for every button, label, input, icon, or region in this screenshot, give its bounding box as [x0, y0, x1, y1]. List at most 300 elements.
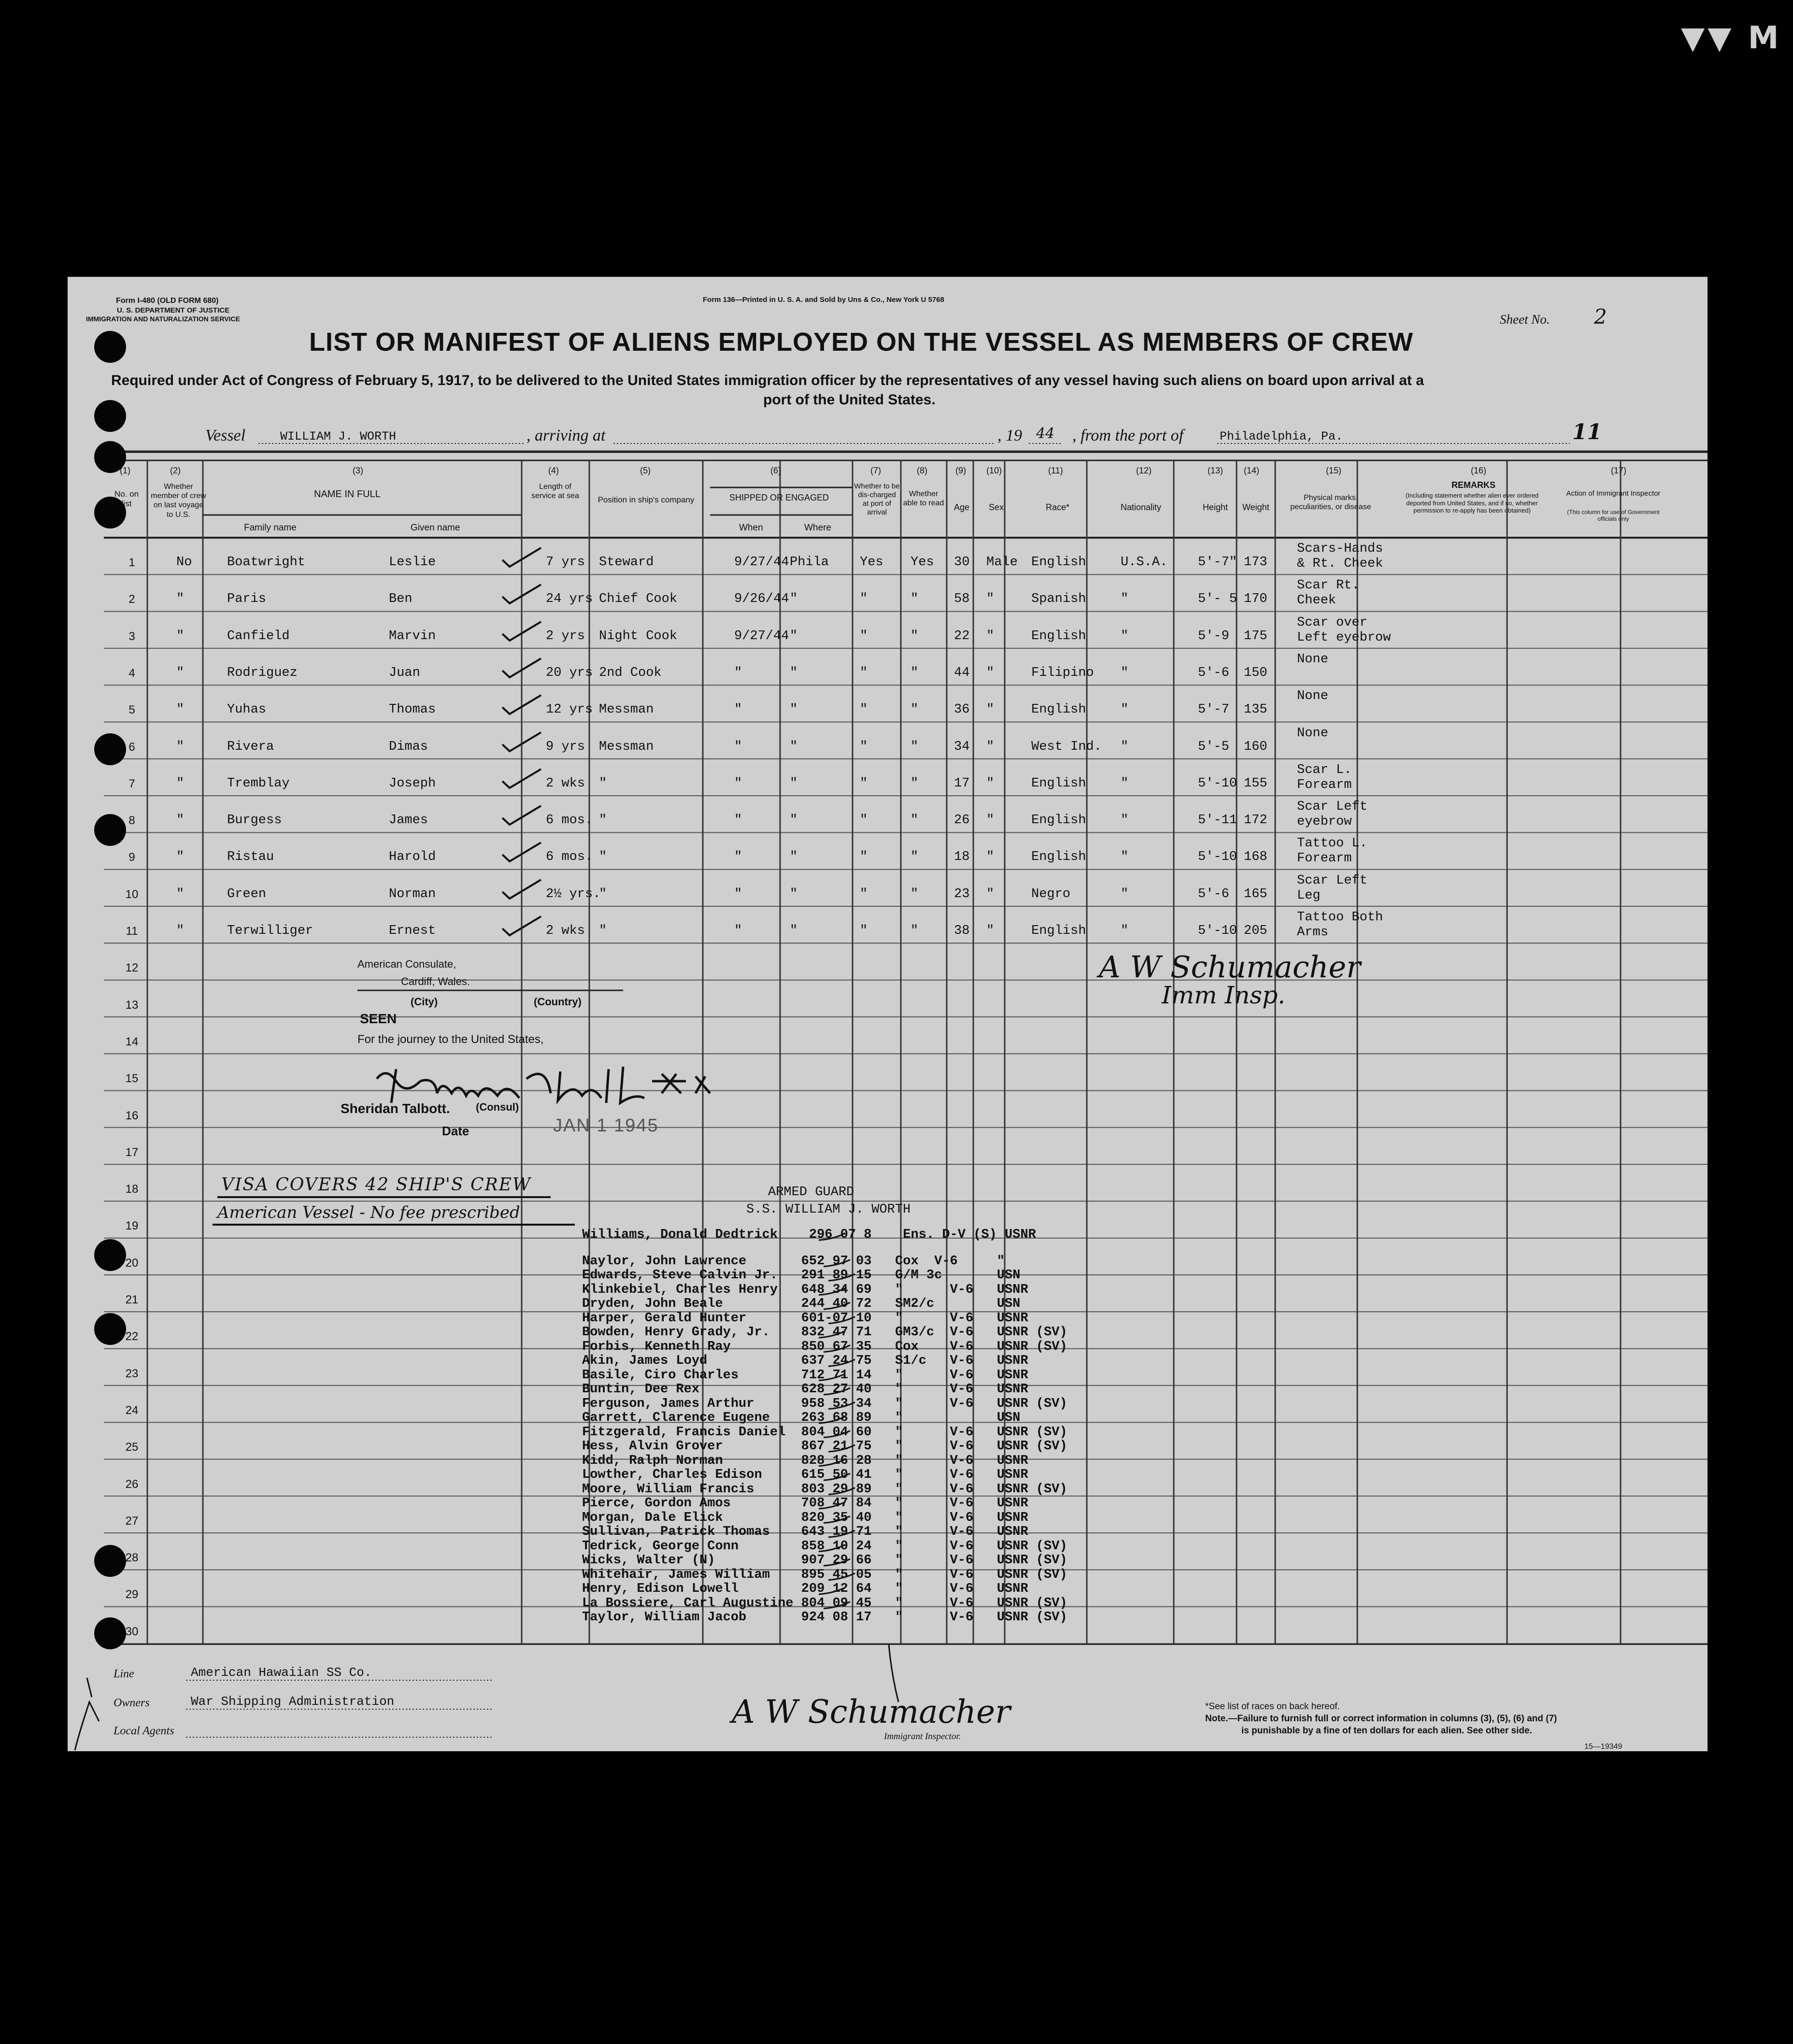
- given-name-cell: Thomas: [389, 702, 436, 717]
- line-number: 11: [126, 925, 138, 938]
- armed-guard-row: Morgan, Dale Elick 820 35 40 " V-6 USNR: [582, 1510, 1028, 1525]
- nationality-cell: ": [1121, 702, 1129, 717]
- sex-cell: Male: [986, 555, 1018, 570]
- able-to-read-cell: ": [911, 813, 919, 828]
- armed-guard-row: Forbis, Kenneth Ray 850 67 35 Cox V-6 USNR (SV): [582, 1339, 1067, 1354]
- shipped-when-cell: 9/27/44: [734, 629, 789, 643]
- able-to-read-cell: ": [911, 739, 919, 754]
- col2-label: Whether member of crew on last voyage to U.S.: [151, 483, 206, 519]
- height-cell: 5'-7: [1198, 702, 1229, 717]
- family-name-cell: Green: [227, 886, 267, 901]
- sex-cell: ": [986, 702, 995, 717]
- armed-guard-row: Tedrick, George Conn 858 10 24 " V-6 USNR (SV): [582, 1539, 1067, 1554]
- col16-num: (16): [1471, 466, 1487, 475]
- last-voyage-cell: ": [176, 886, 185, 901]
- armed-guard-row: Naylor, John Lawrence 652 97 03 Cox V-6 ": [582, 1254, 1005, 1269]
- able-to-read-cell: ": [911, 629, 919, 643]
- position-cell: ": [599, 850, 607, 865]
- sex-cell: ": [986, 665, 995, 680]
- shipped-where-cell: ": [790, 776, 798, 791]
- printer-note: Form 136—Printed in U. S. A. and Sold by Uns & Co., New York U 5768: [703, 296, 944, 304]
- age-cell: 23: [954, 886, 970, 901]
- consul-label: (Consul): [476, 1101, 519, 1113]
- family-name-cell: Tremblay: [227, 776, 290, 791]
- bottom-signature: A W Schumacher: [732, 1693, 1010, 1730]
- armed-guard-row: Kidd, Ralph Norman 828 16 28 " V-6 USNR: [582, 1453, 1028, 1468]
- nationality-cell: U.S.A.: [1121, 555, 1168, 570]
- page-title: LIST OR MANIFEST OF ALIENS EMPLOYED ON THE VESSEL AS MEMBERS OF CREW: [309, 328, 1414, 357]
- age-cell: 44: [954, 665, 970, 680]
- sex-cell: ": [986, 776, 995, 791]
- shipped-when-cell: ": [734, 665, 742, 680]
- position-cell: ": [599, 886, 607, 901]
- col12-num: (12): [1136, 466, 1152, 475]
- service-cell: 7 yrs: [546, 555, 585, 570]
- family-name-cell: Burgess: [227, 813, 282, 828]
- armed-guard-row: Whitehair, James William 895 45 05 " V-6 USNR (SV): [582, 1567, 1067, 1582]
- service-cell: 24 yrs: [546, 592, 593, 607]
- able-to-read-cell: ": [911, 776, 919, 791]
- height-cell: 5'-5: [1198, 739, 1229, 754]
- race-cell: English: [1031, 702, 1086, 717]
- nationality-cell: ": [1121, 629, 1129, 643]
- line-number: 23: [125, 1367, 139, 1380]
- form-id-line1: Form I-480 (OLD FORM 680): [116, 297, 219, 305]
- discharged-cell: ": [860, 702, 868, 717]
- able-to-read-cell: ": [911, 924, 919, 938]
- col4-label: Length of service at sea: [531, 483, 579, 500]
- race-cell: West Ind.: [1031, 739, 1102, 754]
- height-cell: 5'-10: [1198, 924, 1238, 938]
- physical-marks-cell: Scar L. Forearm: [1297, 762, 1352, 792]
- race-cell: English: [1031, 850, 1086, 865]
- given-name-cell: Ernest: [389, 924, 436, 938]
- race-cell: Spanish: [1031, 592, 1086, 607]
- age-cell: 58: [954, 592, 970, 607]
- weight-cell: 205: [1244, 924, 1267, 938]
- physical-marks-cell: Scar Left Leg: [1297, 873, 1367, 903]
- given-name-cell: Joseph: [389, 776, 436, 791]
- col12-head: Nationality: [1121, 502, 1162, 512]
- col3-num: (3): [353, 466, 363, 475]
- physical-marks-cell: None: [1297, 726, 1328, 741]
- nationality-cell: ": [1121, 592, 1129, 607]
- film-corner-marks: ▼▼ M: [1681, 20, 1782, 56]
- vessel-name: WILLIAM J. WORTH: [280, 429, 397, 443]
- weight-cell: 175: [1244, 629, 1267, 643]
- service-cell: 12 yrs: [546, 702, 593, 717]
- given-name-cell: Ben: [389, 592, 413, 607]
- armed-guard-row: Pierce, Gordon Amos 708 47 84 " V-6 USNR: [582, 1496, 1028, 1511]
- height-cell: 5'-6: [1198, 886, 1229, 901]
- given-name-cell: Juan: [389, 665, 420, 680]
- race-cell: English: [1031, 555, 1086, 570]
- shipped-when-cell: ": [734, 813, 742, 828]
- age-cell: 38: [954, 924, 970, 938]
- height-cell: 5'-10: [1198, 850, 1238, 865]
- line-number: 17: [125, 1145, 139, 1159]
- line-number: 24: [125, 1403, 139, 1417]
- race-cell: English: [1031, 776, 1086, 791]
- sheet-no-value: 2: [1594, 305, 1607, 329]
- subtitle-line2: port of the United States.: [763, 392, 936, 408]
- col16-head: REMARKS: [1451, 480, 1496, 490]
- shipped-where-cell: ": [790, 665, 798, 680]
- position-cell: Steward: [599, 555, 654, 570]
- line-number: 29: [125, 1588, 139, 1601]
- line-number: 19: [125, 1219, 139, 1233]
- line-number: 9: [128, 851, 135, 864]
- armed-guard-row: La Bossiere, Carl Augustine 804 09 45 " V-6 USNR (SV): [582, 1596, 1067, 1611]
- shipped-when-cell: ": [734, 850, 742, 865]
- shipped-when-cell: 9/27/44: [734, 555, 789, 570]
- consul-stamp-city: Cardiff, Wales.: [401, 975, 470, 987]
- sex-cell: ": [986, 850, 995, 865]
- armed-guard-title1: ARMED GUARD: [768, 1185, 854, 1200]
- shipped-where-cell: ": [790, 702, 798, 717]
- armed-guard-row: Dryden, John Beale 244 40 72 SM2/c USN: [582, 1297, 1021, 1311]
- family-name-cell: Terwilliger: [227, 924, 313, 938]
- physical-marks-cell: None: [1297, 652, 1328, 667]
- col8-label: Whether able to read: [903, 490, 944, 508]
- position-cell: Night Cook: [599, 629, 678, 643]
- last-voyage-cell: ": [176, 665, 185, 680]
- arriving-label: , arriving at: [527, 427, 606, 444]
- col14-num: (14): [1244, 466, 1260, 475]
- line-number: 8: [128, 814, 135, 828]
- nationality-cell: ": [1121, 886, 1129, 901]
- col8-num: (8): [917, 466, 927, 475]
- footer-note1: *See list of races on back hereof.: [1205, 1701, 1340, 1712]
- armed-guard-row: Bowden, Henry Grady, Jr. 832 47 71 GM3/c V-6 USNR (SV): [582, 1325, 1067, 1340]
- given-name-cell: Norman: [389, 886, 436, 901]
- physical-marks-cell: None: [1297, 689, 1328, 704]
- able-to-read-cell: ": [911, 702, 919, 717]
- able-to-read-cell: ": [911, 886, 919, 901]
- vessel-label: Vessel: [205, 427, 246, 444]
- age-cell: 18: [954, 850, 970, 865]
- given-name-cell: James: [389, 813, 428, 828]
- consul-country-label: (Country): [534, 996, 582, 1008]
- line-number: 1: [128, 556, 135, 569]
- col3a-head: Family name: [244, 523, 297, 533]
- footer-line-label: Line: [114, 1668, 134, 1680]
- last-voyage-cell: No: [176, 555, 192, 570]
- armed-guard-row: Henry, Edison Lowell 209 12 64 " V-6 USNR: [582, 1582, 1028, 1596]
- last-voyage-cell: ": [176, 776, 185, 791]
- weight-cell: 135: [1244, 702, 1267, 717]
- line-number: 16: [125, 1109, 139, 1122]
- position-cell: 2nd Cook: [599, 665, 662, 680]
- col3-head: NAME IN FULL: [314, 489, 381, 500]
- physical-marks-cell: Scars-Hands & Rt. Cheek: [1297, 542, 1383, 572]
- shipped-where-cell: Phila: [790, 555, 829, 570]
- col10-num: (10): [986, 466, 1002, 475]
- footer-agents-label: Local Agents: [114, 1725, 174, 1737]
- armed-guard-title2: S.S. WILLIAM J. WORTH: [746, 1202, 911, 1217]
- footer-line-value: American Hawaiian SS Co.: [191, 1665, 372, 1680]
- from-port-value: Philadelphia, Pa.: [1220, 429, 1343, 443]
- inspector-title: Imm Insp.: [1162, 981, 1285, 1009]
- age-cell: 17: [954, 776, 970, 791]
- line-number: 25: [125, 1441, 139, 1454]
- height-cell: 5'- 5: [1198, 592, 1238, 607]
- armed-guard-row: Basile, Ciro Charles 712 71 14 " V-6 USNR: [582, 1368, 1028, 1383]
- able-to-read-cell: ": [911, 592, 919, 607]
- armed-guard-row: Williams, Donald Dedtrick 296 07 8 Ens. D-V (S) USNR: [582, 1228, 1036, 1242]
- shipped-when-cell: ": [734, 924, 742, 938]
- col6-num: (6): [770, 466, 781, 475]
- age-cell: 34: [954, 739, 970, 754]
- col3b-head: Given name: [411, 523, 460, 533]
- consul-city-label: (City): [411, 996, 438, 1008]
- from-port-label: , from the port of: [1072, 427, 1184, 444]
- discharged-cell: ": [860, 629, 868, 643]
- col9-head: Age: [954, 502, 970, 512]
- col6a-head: When: [739, 523, 763, 533]
- given-name-cell: Leslie: [389, 555, 436, 570]
- col16-sub: (Including statement whether alien ever ordered deported from United States, and if so, whether permission to re-apply has been obtained): [1405, 492, 1539, 515]
- col17-sub: (This column for use of Government officials only: [1567, 509, 1660, 523]
- nationality-cell: ": [1121, 924, 1129, 938]
- shipped-when-cell: 9/26/44: [734, 592, 789, 607]
- armed-guard-row: Garrett, Clarence Eugene 263 68 89 " USN: [582, 1411, 1021, 1425]
- physical-marks-cell: Scar over Left eyebrow: [1297, 615, 1391, 645]
- line-number: 3: [128, 629, 135, 643]
- sex-cell: ": [986, 592, 995, 607]
- line-number: 20: [125, 1256, 139, 1270]
- physical-marks-cell: Tattoo Both Arms: [1297, 910, 1383, 940]
- position-cell: Messman: [599, 739, 654, 754]
- last-voyage-cell: ": [176, 739, 185, 754]
- sex-cell: ": [986, 739, 995, 754]
- weight-cell: 155: [1244, 776, 1267, 791]
- position-cell: ": [599, 776, 607, 791]
- armed-guard-row: Buntin, Dee Rex 628 27 40 " V-6 USNR: [582, 1382, 1028, 1397]
- form-id-line2: U. S. DEPARTMENT OF JUSTICE: [117, 306, 230, 314]
- visa-note: VISA COVERS 42 SHIP'S CREW: [221, 1175, 531, 1195]
- age-cell: 30: [954, 555, 970, 570]
- able-to-read-cell: ": [911, 850, 919, 865]
- service-cell: 20 yrs: [546, 665, 593, 680]
- shipped-where-cell: ": [790, 739, 798, 754]
- shipped-when-cell: ": [734, 776, 742, 791]
- armed-guard-row: Edwards, Steve Calvin Jr. 291 89 15 G/M 3c USN: [582, 1268, 1021, 1283]
- given-name-cell: Harold: [389, 850, 436, 865]
- subtitle-line1: Required under Act of Congress of February 5, 1917, to be delivered to the United States immigration officer by the representatives of any vessel having such aliens on board upon arrival at a: [111, 372, 1424, 388]
- last-voyage-cell: ": [176, 702, 185, 717]
- service-cell: 2 wks: [546, 924, 585, 938]
- height-cell: 5'-11: [1198, 813, 1238, 828]
- consul-stamp-line1: American Consulate,: [357, 958, 456, 970]
- line-number: 10: [125, 887, 139, 901]
- weight-cell: 150: [1244, 665, 1267, 680]
- height-cell: 5'-7": [1198, 555, 1238, 570]
- given-name-cell: Dimas: [389, 739, 428, 754]
- line-number: 22: [125, 1330, 139, 1344]
- col15-num: (15): [1326, 466, 1342, 475]
- weight-cell: 168: [1244, 850, 1267, 865]
- col17-label: Action of Immigrant Inspector: [1566, 489, 1661, 498]
- line-number: 30: [125, 1625, 139, 1638]
- sex-cell: ": [986, 813, 995, 828]
- line-number: 21: [125, 1293, 139, 1306]
- nationality-cell: ": [1121, 776, 1129, 791]
- col15-label: Physical marks, peculiarities, or disease: [1290, 494, 1371, 512]
- armed-guard-row: Taylor, William Jacob 924 08 17 " V-6 USNR (SV): [582, 1610, 1067, 1625]
- weight-cell: 172: [1244, 813, 1267, 828]
- discharged-cell: ": [860, 592, 868, 607]
- col6b-head: Where: [804, 523, 831, 533]
- consul-name: Sheridan Talbott.: [341, 1101, 450, 1116]
- col1-label: No. on list: [114, 489, 139, 509]
- nationality-cell: ": [1121, 813, 1129, 828]
- weight-cell: 170: [1244, 592, 1267, 607]
- discharged-cell: Yes: [860, 555, 883, 570]
- discharged-cell: ": [860, 776, 868, 791]
- shipped-when-cell: ": [734, 886, 742, 901]
- weight-cell: 165: [1244, 886, 1267, 901]
- last-voyage-cell: ": [176, 629, 185, 643]
- consul-seen: SEEN: [360, 1011, 397, 1026]
- col1-num: (1): [120, 466, 130, 475]
- line-number: 12: [125, 961, 139, 975]
- col11-head: Race*: [1046, 502, 1070, 512]
- footer-owners-value: War Shipping Administration: [191, 1694, 395, 1709]
- consul-date-value: JAN 1 1945: [553, 1115, 659, 1136]
- discharged-cell: ": [860, 739, 868, 754]
- year-label: , 19: [997, 427, 1022, 444]
- discharged-cell: ": [860, 924, 868, 938]
- sex-cell: ": [986, 886, 995, 901]
- service-cell: 2 wks: [546, 776, 585, 791]
- nationality-cell: ": [1121, 665, 1129, 680]
- height-cell: 5'-6: [1198, 665, 1229, 680]
- service-cell: 9 yrs: [546, 739, 585, 754]
- last-voyage-cell: ": [176, 813, 185, 828]
- race-cell: English: [1031, 629, 1086, 643]
- year-value: 44: [1036, 425, 1055, 442]
- armed-guard-row: Moore, William Francis 803 29 89 " V-6 USNR (SV): [582, 1482, 1067, 1497]
- armed-guard-row: Hess, Alvin Grover 867 21 75 " V-6 USNR (SV): [582, 1439, 1067, 1454]
- service-cell: 6 mos.: [546, 813, 593, 828]
- sheet-no-label: Sheet No.: [1500, 312, 1550, 327]
- vessel-note: American Vessel - No fee prescribed: [217, 1203, 520, 1222]
- armed-guard-row: Sullivan, Patrick Thomas 643 19 71 " V-6 USNR: [582, 1525, 1028, 1539]
- col11-num: (11): [1048, 466, 1063, 475]
- footer-owners-label: Owners: [114, 1697, 150, 1709]
- nationality-cell: ": [1121, 739, 1129, 754]
- family-name-cell: Rodriguez: [227, 665, 298, 680]
- discharged-cell: ": [860, 665, 868, 680]
- form-id-line3: IMMIGRATION AND NATURALIZATION SERVICE: [86, 315, 240, 323]
- armed-guard-row: Ferguson, James Arthur 958 53 34 " V-6 USNR (SV): [582, 1396, 1067, 1411]
- last-voyage-cell: ": [176, 924, 185, 938]
- given-name-cell: Marvin: [389, 629, 436, 643]
- col5-label: Position in ship's company: [598, 495, 695, 504]
- line-number: 15: [125, 1072, 139, 1086]
- col5-num: (5): [640, 466, 651, 475]
- age-cell: 22: [954, 629, 970, 643]
- able-to-read-cell: ": [911, 665, 919, 680]
- age-cell: 36: [954, 702, 970, 717]
- shipped-when-cell: ": [734, 702, 742, 717]
- family-name-cell: Canfield: [227, 629, 290, 643]
- physical-marks-cell: Tattoo L. Forearm: [1297, 836, 1367, 866]
- weight-cell: 160: [1244, 739, 1267, 754]
- armed-guard-row: Klinkebiel, Charles Henry 648 34 69 " V-6 USNR: [582, 1282, 1028, 1297]
- physical-marks-cell: Scar Rt. Cheek: [1297, 578, 1360, 608]
- col7-num: (7): [870, 466, 881, 475]
- physical-marks-cell: Scar Left eyebrow: [1297, 800, 1367, 829]
- line-number: 18: [125, 1183, 139, 1196]
- shipped-where-cell: ": [790, 924, 798, 938]
- col4-num: (4): [548, 466, 559, 475]
- discharged-cell: ": [860, 850, 868, 865]
- nationality-cell: ": [1121, 850, 1129, 865]
- consul-date-label: Date: [442, 1124, 470, 1138]
- line-number: 27: [125, 1514, 139, 1528]
- race-cell: English: [1031, 924, 1086, 938]
- service-cell: 2 yrs: [546, 629, 585, 643]
- col13-head: Height: [1203, 502, 1228, 512]
- family-name-cell: Yuhas: [227, 702, 267, 717]
- consul-journey: For the journey to the United States,: [357, 1033, 544, 1046]
- family-name-cell: Paris: [227, 592, 267, 607]
- inspector-caption: Immigrant Inspector.: [884, 1731, 961, 1742]
- shipped-where-cell: ": [790, 629, 798, 643]
- armed-guard-row: Lowther, Charles Edison 615 50 41 " V-6 USNR: [582, 1468, 1028, 1482]
- armed-guard-row: Akin, James Loyd 637 24 75 S1/c V-6 USNR: [582, 1354, 1028, 1368]
- footer-note2: Note.—Failure to furnish full or correct information in columns (3), (5), (6) and (7): [1205, 1714, 1557, 1724]
- col10-head: Sex: [989, 502, 1004, 512]
- line-number: 14: [125, 1035, 139, 1048]
- col7-label: Whether to be dis-charged at port of arrival: [854, 482, 900, 516]
- shipped-where-cell: ": [790, 592, 798, 607]
- sex-cell: ": [986, 924, 995, 938]
- manifest-sheet: [68, 277, 1708, 1751]
- last-voyage-cell: ": [176, 592, 185, 607]
- age-cell: 26: [954, 813, 970, 828]
- position-cell: Messman: [599, 702, 654, 717]
- line-number: 5: [128, 703, 135, 717]
- last-voyage-cell: ": [176, 850, 185, 865]
- position-cell: ": [599, 924, 607, 938]
- discharged-cell: ": [860, 886, 868, 901]
- position-cell: Chief Cook: [599, 592, 678, 607]
- armed-guard-row: Fitzgerald, Francis Daniel 804 04 60 " V-6 USNR (SV): [582, 1425, 1067, 1440]
- col17-num: (17): [1611, 466, 1627, 475]
- line-number: 2: [128, 593, 135, 606]
- family-name-cell: Boatwright: [227, 555, 306, 570]
- footer-code: 15—19349: [1584, 1743, 1622, 1751]
- col6-head: SHIPPED OR ENGAGED: [729, 493, 829, 502]
- discharged-cell: ": [860, 813, 868, 828]
- armed-guard-row: Harper, Gerald Hunter 601-07 10 " V-6 USNR: [582, 1311, 1028, 1326]
- shipped-where-cell: ": [790, 886, 798, 901]
- armed-guard-row: Wicks, Walter (N) 907 29 66 " V-6 USNR (SV): [582, 1553, 1067, 1568]
- col9-num: (9): [955, 466, 966, 475]
- line-number: 6: [128, 740, 135, 754]
- family-name-cell: Ristau: [227, 850, 274, 865]
- service-cell: 2½ yrs.: [546, 886, 601, 901]
- inspector-signature: A W Schumacher: [1099, 949, 1361, 985]
- height-cell: 5'-9: [1198, 629, 1229, 643]
- line-number: 28: [125, 1551, 139, 1565]
- line-number: 13: [125, 998, 139, 1012]
- service-cell: 6 mos.: [546, 850, 593, 865]
- able-to-read-cell: Yes: [911, 555, 934, 570]
